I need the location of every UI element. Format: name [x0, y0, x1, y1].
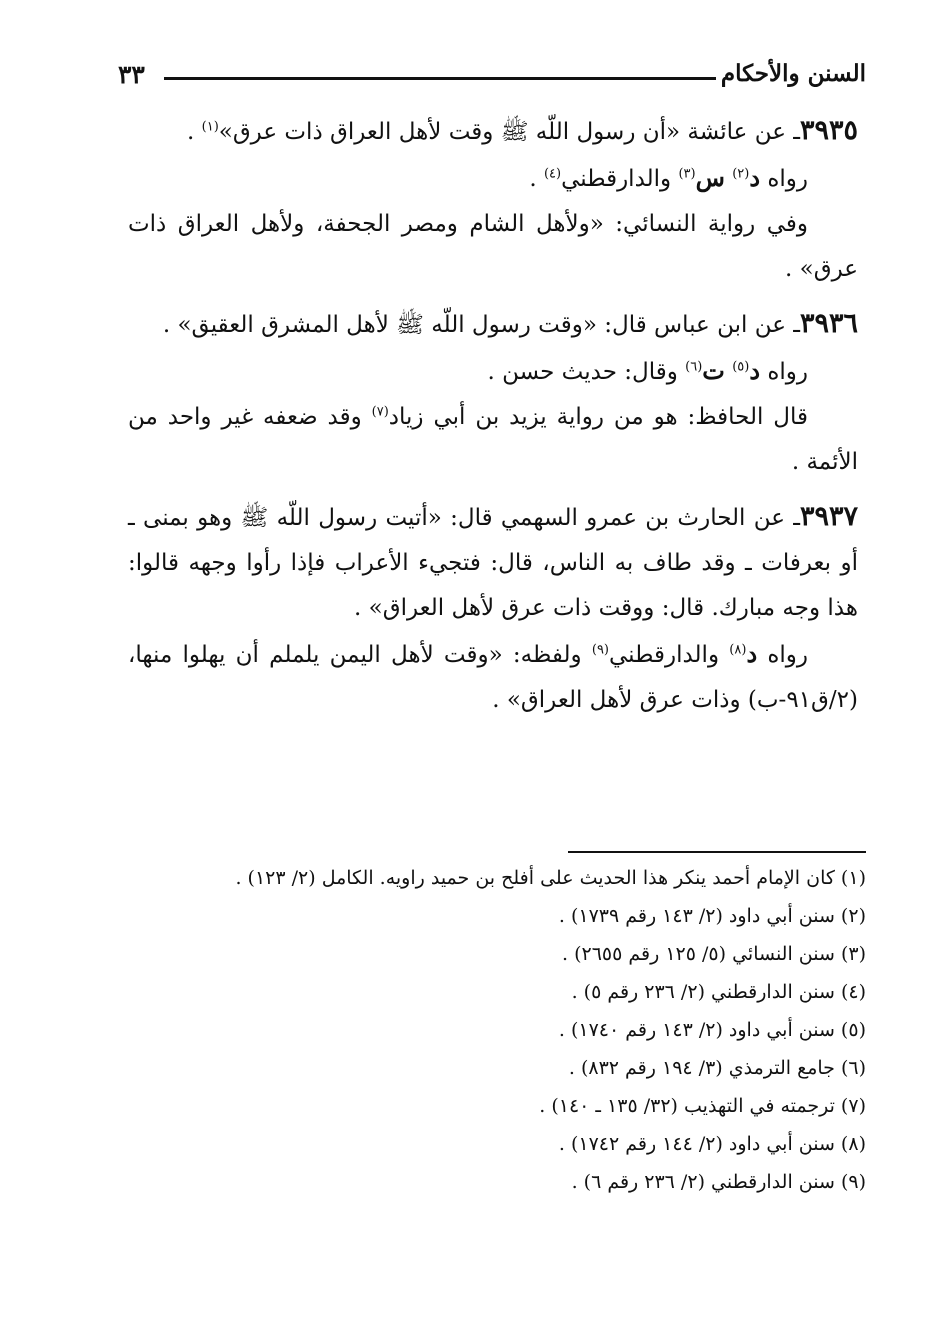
narration-source: والدارقطني — [609, 642, 730, 668]
hadith-number: ٣٩٣٥ — [799, 115, 858, 146]
footnote-ref[interactable]: (٤) — [543, 166, 562, 182]
footnote-ref[interactable]: (٢) — [732, 166, 750, 182]
narration-end: وقال: حديث حسن . — [487, 359, 686, 385]
hadith-text: ـ عن ابن عباس قال: «وقت رسول اللّه ﷺ لأهل المشرق العقيق» . — [162, 312, 800, 338]
narration-source: والدارقطني — [561, 166, 679, 192]
narration-text-end: وذات عرق لأهل العراق» . — [492, 687, 748, 713]
footnote-8: (٨) سنن أبي داود (٢/ ١٤٤ رقم ١٧٤٢) . — [558, 1133, 866, 1155]
footnotes — [150, 859, 866, 1201]
footnote-9: (٩) سنن الدارقطني (٢/ ٢٣٦ رقم ٦) . — [571, 1171, 866, 1193]
footnote-2: (٢) سنن أبي داود (٢/ ١٤٣ رقم ١٧٣٩) . — [558, 905, 866, 927]
page-header — [118, 60, 866, 94]
header-rule — [164, 77, 716, 80]
page-number: ٣٣ — [118, 60, 145, 89]
hafiz-comment-3936 — [128, 395, 858, 485]
footnote-3: (٣) سنن النسائي (٥/ ١٢٥ رقم ٢٦٥٥) . — [562, 943, 866, 965]
narration-prefix: رواه — [760, 359, 808, 385]
hafiz-text-end: وقد ضعفه غير واحد من الأئمة . — [128, 404, 858, 475]
siglum-nasai: س — [695, 163, 725, 192]
hadith-text-end: . — [187, 119, 202, 145]
hadith-text: ـ عن الحارث بن عمرو السهمي قال: «أتيت رسول اللّه ﷺ وهو بمنى ـ أو بعرفات ـ وقد طاف به الناس، قال: فتجيء الأعراب فإذا رأوا وجهه قالوا: هذا وجه مبارك. قال: ووقت ذات عرق لأهل العراق» . — [128, 505, 858, 621]
hadith-3936 — [128, 301, 858, 348]
hadith-3937 — [128, 494, 858, 631]
narration-prefix: رواه — [760, 166, 808, 192]
narration-end: . — [529, 166, 544, 192]
siglum-dawud: د — [749, 163, 761, 192]
footnote-7: (٧) ترجمته في التهذيب (٣٢/ ١٣٥ ـ ١٤٠) . — [539, 1095, 866, 1117]
hadith-number: ٣٩٣٧ — [799, 501, 858, 532]
manuscript-ref: (٢/ق٩١-ب) — [747, 687, 858, 713]
footnote-separator — [568, 851, 866, 853]
hadith-number: ٣٩٣٦ — [799, 308, 858, 339]
footnote-ref[interactable]: (٣) — [678, 166, 696, 182]
footnote-4: (٤) سنن الدارقطني (٢/ ٢٣٦ رقم ٥) . — [571, 981, 866, 1003]
hadith-text: ـ عن عائشة «أن رسول اللّه ﷺ وقت لأهل العراق ذات عرق» — [218, 119, 800, 145]
footnote-ref[interactable]: (٨) — [729, 642, 747, 658]
main-text — [128, 108, 858, 723]
footnote-ref[interactable]: (٦) — [685, 359, 703, 375]
narration-3936 — [128, 348, 858, 395]
variant-3935: وفي رواية النسائي: «ولأهل الشام ومصر الجحفة، ولأهل العراق ذات عرق» . — [128, 211, 858, 282]
siglum-dawud: د — [746, 639, 758, 668]
book-title: السنن والأحكام — [720, 60, 866, 87]
narration-3937 — [128, 631, 858, 723]
hafiz-text: قال الحافظ: هو من رواية يزيد بن أبي زياد — [388, 404, 808, 430]
footnote-1: (١) كان الإمام أحمد ينكر هذا الحديث على أفلح بن حميد راويه. الكامل (٢/ ١٢٣) . — [235, 867, 866, 889]
narration-3935 — [128, 155, 858, 202]
footnote-ref[interactable]: (٧) — [371, 404, 389, 420]
narration-prefix: رواه — [757, 642, 809, 668]
siglum-dawud: د — [749, 356, 761, 385]
footnote-ref[interactable]: (١) — [201, 119, 219, 135]
siglum-tirmidhi: ت — [702, 356, 725, 385]
hadith-3935 — [128, 108, 858, 155]
footnote-6: (٦) جامع الترمذي (٣/ ١٩٤ رقم ٨٣٢) . — [568, 1057, 866, 1079]
narration-text: ولفظه: «وقت لأهل اليمن يلملم أن يهلوا منها، — [128, 642, 592, 668]
footnote-5: (٥) سنن أبي داود (٢/ ١٤٣ رقم ١٧٤٠) . — [558, 1019, 866, 1041]
footnote-ref[interactable]: (٥) — [732, 359, 750, 375]
footnote-ref[interactable]: (٩) — [591, 642, 609, 658]
